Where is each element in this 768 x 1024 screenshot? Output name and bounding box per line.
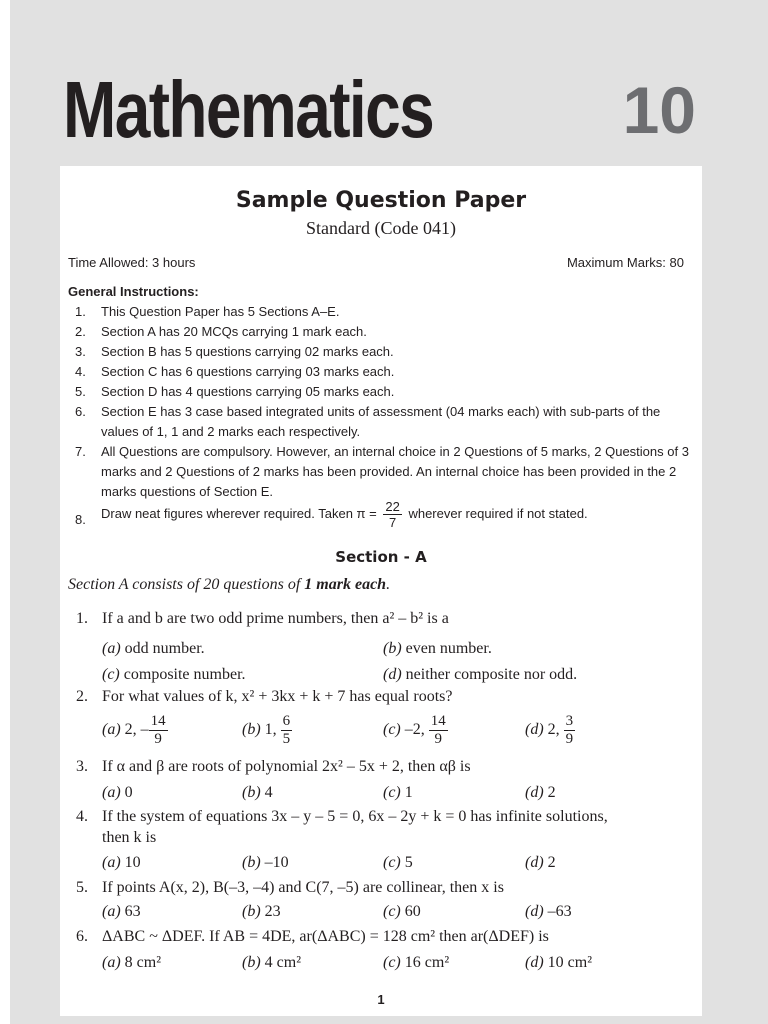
option-label: (c): [383, 854, 401, 871]
page-number: 1: [377, 992, 385, 1007]
option-label: (c): [383, 954, 401, 971]
question-text-line-1: If the system of equations 3x – y – 5 = 0, 6x – 2y + k = 0 has infinite solutions,: [102, 808, 608, 825]
time-allowed: Time Allowed: 3 hours: [68, 255, 196, 270]
instruction-item: Section B has 5 questions carrying 02 marks each.: [101, 344, 394, 359]
option-fraction: [149, 714, 168, 747]
question-number: 1.: [76, 610, 88, 627]
instruction-number: 4.: [75, 364, 86, 379]
option-c: [383, 954, 449, 972]
question-number: 4.: [76, 808, 88, 825]
instruction-text: wherever required if not stated.: [408, 505, 588, 521]
option-text: 4 cm²: [264, 954, 301, 971]
question-text-line-2: then k is: [102, 829, 157, 846]
option-text: –63: [547, 903, 572, 920]
option-label: (d): [383, 666, 402, 683]
option-text: 23: [264, 903, 281, 920]
section-intro: [68, 576, 390, 594]
option-label: (b): [242, 721, 261, 739]
option-c: [383, 903, 421, 921]
option-text: neither composite nor odd.: [405, 666, 578, 683]
question-number: 5.: [76, 879, 88, 896]
option-text: 0: [124, 784, 133, 801]
option-label: (a): [102, 854, 121, 871]
fraction-numerator: 14: [150, 713, 166, 729]
option-label: (b): [242, 854, 261, 871]
option-d: [525, 903, 572, 921]
option-label: (a): [102, 640, 121, 657]
option-label: (c): [102, 666, 120, 683]
instruction-number: 1.: [75, 304, 86, 319]
option-text: 4: [264, 784, 273, 801]
option-text: 2, –: [124, 721, 149, 739]
grade-number: 10: [622, 73, 696, 147]
option-text: 10 cm²: [547, 954, 592, 971]
question-paper-sheet: [60, 166, 702, 1016]
instruction-item: All Questions are compulsory. However, an internal choice in 2 Questions of 5 marks, 2 Questions of 3 marks and 2 Questions of 2 marks has been provided. An internal choice has been provided in the 2 marks questions of Section E.: [101, 444, 689, 499]
option-d: [525, 784, 556, 802]
option-label: (c): [383, 903, 401, 920]
option-label: (a): [102, 784, 121, 801]
option-c: [102, 666, 246, 684]
option-text: 5: [404, 854, 413, 871]
question-number: 2.: [76, 688, 88, 705]
option-label: (b): [242, 784, 261, 801]
option-text: 2,: [547, 721, 564, 739]
option-label: (d): [525, 784, 544, 801]
option-b: [383, 640, 492, 658]
fraction-denominator: 9: [154, 731, 162, 747]
option-label: (d): [525, 854, 544, 871]
question-number: 6.: [76, 928, 88, 945]
fraction-numerator: 6: [282, 713, 291, 729]
book-title: Mathematics: [63, 65, 434, 154]
option-b: [242, 954, 301, 972]
option-label: (b): [383, 640, 402, 657]
option-label: (d): [525, 903, 544, 920]
instruction-item: Section E has 3 case based integrated units of assessment (04 marks each) with sub-parts of the values of 1, 1 and 2 marks each respectively.: [101, 404, 661, 439]
option-label: (a): [102, 903, 121, 920]
instruction-item: Section C has 6 questions carrying 03 marks each.: [101, 364, 395, 379]
section-intro-end: .: [386, 576, 391, 593]
question-number: 3.: [76, 758, 88, 775]
option-label: (a): [102, 721, 121, 739]
option-text: 1,: [264, 721, 281, 739]
question-text: If points A(x, 2), B(–3, –4) and C(7, –5) are collinear, then x is: [102, 879, 504, 896]
instruction-text: Draw neat figures wherever required. Taken π =: [101, 505, 377, 521]
option-d: [525, 854, 556, 872]
page-margin: [0, 0, 10, 1024]
option-a: [102, 954, 161, 972]
section-heading: Section - A: [335, 548, 427, 566]
option-d: [525, 954, 592, 972]
option-d: [383, 666, 577, 684]
paper-subtitle: Standard (Code 041): [306, 218, 456, 238]
instruction-number: 5.: [75, 384, 86, 399]
option-text: 10: [124, 854, 141, 871]
pi-fraction: [383, 500, 401, 529]
option-label: (c): [383, 721, 401, 739]
option-b: [242, 714, 292, 747]
option-a: [102, 903, 141, 921]
fraction-numerator: 3: [565, 713, 574, 729]
option-label: (b): [242, 903, 261, 920]
option-text: 16 cm²: [404, 954, 450, 971]
section-intro-text: Section A consists of 20 questions of: [68, 576, 305, 593]
option-text: 1: [404, 784, 413, 801]
instruction-number: 8.: [75, 512, 86, 527]
option-text: 2: [547, 784, 556, 801]
section-intro-bold: 1 mark each: [304, 576, 387, 593]
fraction-denominator: 9: [434, 731, 443, 747]
maximum-marks: Maximum Marks: 80: [566, 255, 684, 270]
option-text: 8 cm²: [124, 954, 161, 971]
option-label: (d): [525, 954, 544, 971]
option-text: –2,: [404, 721, 429, 739]
option-c: [383, 854, 413, 872]
option-a: [102, 714, 168, 747]
option-fraction: [564, 714, 576, 747]
option-b: [242, 784, 273, 802]
instruction-item: This Question Paper has 5 Sections A–E.: [101, 304, 340, 319]
fraction-numerator: 14: [430, 713, 446, 729]
option-a: [102, 640, 205, 658]
fraction-denominator: 9: [565, 731, 574, 747]
option-text: –10: [264, 854, 289, 871]
option-label: (d): [525, 721, 544, 739]
question-text: If α and β are roots of polynomial 2x² – 5x + 2, then αβ is: [102, 758, 471, 775]
instruction-number: 7.: [75, 444, 86, 459]
fraction-numerator: 22: [385, 499, 400, 514]
option-text: 2: [547, 854, 556, 871]
option-text: composite number.: [123, 666, 246, 683]
option-text: 63: [124, 903, 141, 920]
option-c: [383, 784, 413, 802]
instruction-item-pi: [101, 500, 691, 529]
instruction-number: 3.: [75, 344, 86, 359]
option-d: [525, 714, 575, 747]
option-label: (a): [102, 954, 121, 971]
instruction-number: 2.: [75, 324, 86, 339]
instruction-item: Section A has 20 MCQs carrying 1 mark each.: [101, 324, 367, 339]
option-text: odd number.: [124, 640, 205, 657]
paper-title: Sample Question Paper: [235, 188, 527, 213]
option-b: [242, 903, 281, 921]
question-text: If a and b are two odd prime numbers, then a² – b² is a: [102, 610, 449, 627]
option-label: (c): [383, 784, 401, 801]
option-c: [383, 714, 448, 747]
option-b: [242, 854, 289, 872]
instruction-number: 6.: [75, 404, 86, 419]
fraction-denominator: 5: [282, 731, 291, 747]
option-fraction: [429, 714, 448, 747]
option-text: even number.: [405, 640, 492, 657]
instruction-item: Section D has 4 questions carrying 05 marks each.: [101, 384, 395, 399]
option-label: (b): [242, 954, 261, 971]
option-a: [102, 784, 133, 802]
question-text: For what values of k, x² + 3kx + k + 7 has equal roots?: [102, 688, 453, 705]
option-a: [102, 854, 141, 872]
question-text: ΔABC ~ ΔDEF. If AB = 4DE, ar(ΔABC) = 128 cm² then ar(ΔDEF) is: [102, 928, 549, 945]
option-text: 60: [404, 903, 421, 920]
option-fraction: [281, 714, 293, 747]
instructions-heading: General Instructions:: [68, 284, 199, 299]
fraction-denominator: 7: [388, 515, 397, 530]
